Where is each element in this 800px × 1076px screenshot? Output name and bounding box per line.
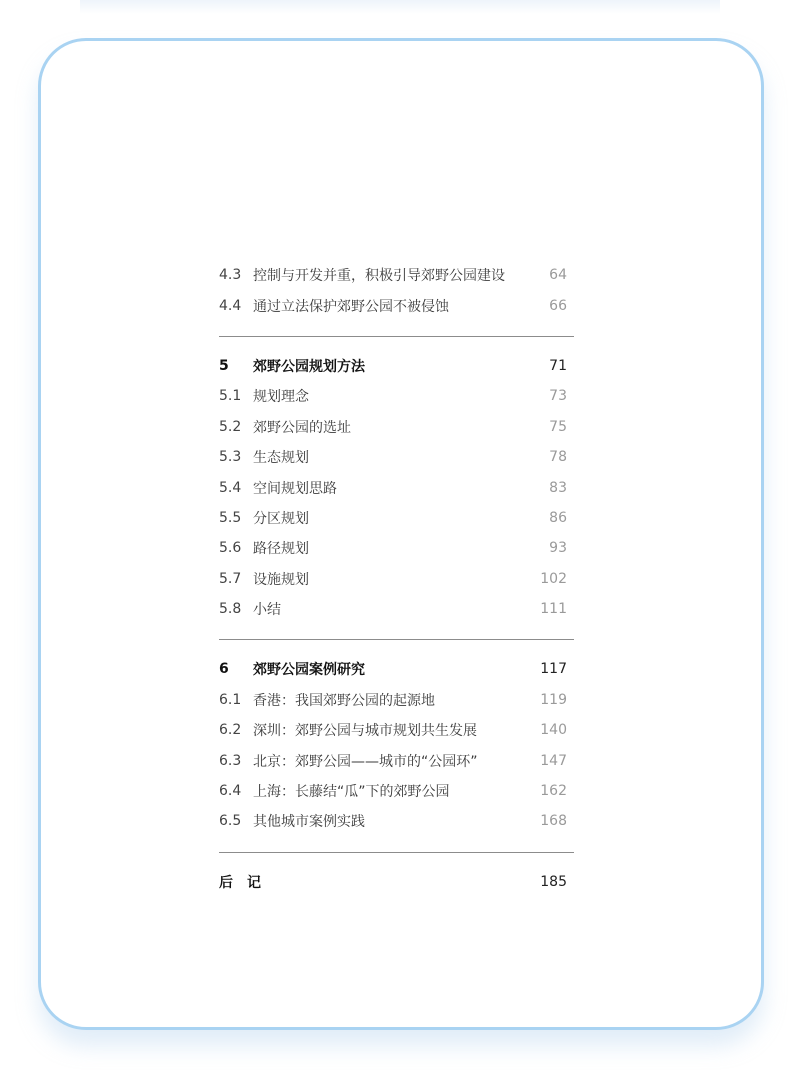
toc-chapter-6[interactable] xyxy=(219,654,574,684)
entry-title: 其他城市案例实践 xyxy=(253,814,365,831)
toc-entry-5-1[interactable] xyxy=(219,381,574,411)
entry-number: 6.5 xyxy=(219,813,242,830)
entry-title: 设施规划 xyxy=(253,571,309,588)
entry-page: 75 xyxy=(549,418,567,435)
chapter-number: 5 xyxy=(219,357,229,374)
chapter-page: 71 xyxy=(549,357,567,374)
entry-title: 规划理念 xyxy=(253,389,309,406)
chapter-page: 117 xyxy=(540,661,567,678)
entry-number: 4.4 xyxy=(219,297,242,314)
entry-number: 4.3 xyxy=(219,267,242,284)
entry-page: 140 xyxy=(540,722,567,739)
entry-title: 郊野公园的选址 xyxy=(253,419,351,436)
toc-entry-5-3[interactable] xyxy=(219,442,574,472)
epilogue-page: 185 xyxy=(540,873,567,890)
toc-entry-6-4[interactable] xyxy=(219,776,574,806)
top-shadow xyxy=(80,0,720,14)
epilogue-title: 后记 xyxy=(219,874,275,891)
toc-entry-5-7[interactable] xyxy=(219,564,574,594)
entry-page: 66 xyxy=(549,297,567,314)
entry-number: 5.3 xyxy=(219,449,242,466)
entry-number: 6.2 xyxy=(219,722,242,739)
table-of-contents xyxy=(219,260,574,897)
entry-page: 168 xyxy=(540,813,567,830)
entry-title: 北京：郊野公园——城市的“公园环” xyxy=(253,753,478,770)
toc-entry-4-3[interactable] xyxy=(219,260,574,290)
toc-entry-6-3[interactable] xyxy=(219,745,574,775)
toc-entry-4-4[interactable] xyxy=(219,290,574,320)
entry-number: 5.1 xyxy=(219,388,242,405)
entry-page: 73 xyxy=(549,388,567,405)
entry-number: 6.1 xyxy=(219,691,242,708)
entry-page: 78 xyxy=(549,449,567,466)
entry-title: 分区规划 xyxy=(253,510,309,527)
entry-title: 控制与开发并重，积极引导郊野公园建设 xyxy=(253,268,505,285)
toc-entry-5-5[interactable] xyxy=(219,503,574,533)
entry-number: 6.4 xyxy=(219,783,242,800)
entry-number: 5.5 xyxy=(219,509,242,526)
entry-page: 119 xyxy=(540,691,567,708)
toc-entry-6-2[interactable] xyxy=(219,715,574,745)
entry-number: 5.7 xyxy=(219,570,242,587)
entry-number: 5.2 xyxy=(219,418,242,435)
chapter-number: 6 xyxy=(219,661,229,678)
chapter-title: 郊野公园规划方法 xyxy=(253,358,365,375)
toc-entry-5-4[interactable] xyxy=(219,472,574,502)
entry-page: 64 xyxy=(549,267,567,284)
toc-entry-6-5[interactable] xyxy=(219,806,574,836)
entry-page: 86 xyxy=(549,509,567,526)
entry-page: 111 xyxy=(540,601,567,618)
entry-title: 空间规划思路 xyxy=(253,480,337,497)
entry-title: 上海：长藤结“瓜”下的郊野公园 xyxy=(253,784,450,801)
chapter-title: 郊野公园案例研究 xyxy=(253,662,365,679)
entry-title: 香港：我国郊野公园的起源地 xyxy=(253,692,435,709)
entry-number: 5.8 xyxy=(219,601,242,618)
toc-entry-5-6[interactable] xyxy=(219,533,574,563)
toc-entry-5-2[interactable] xyxy=(219,412,574,442)
entry-title: 路径规划 xyxy=(253,541,309,558)
toc-epilogue[interactable] xyxy=(219,867,574,897)
toc-chapter-5[interactable] xyxy=(219,351,574,381)
entry-page: 83 xyxy=(549,479,567,496)
entry-page: 102 xyxy=(540,570,567,587)
entry-title: 通过立法保护郊野公园不被侵蚀 xyxy=(253,298,449,315)
entry-page: 93 xyxy=(549,540,567,557)
entry-page: 147 xyxy=(540,752,567,769)
entry-number: 5.6 xyxy=(219,540,242,557)
toc-entry-6-1[interactable] xyxy=(219,685,574,715)
toc-entry-5-8[interactable] xyxy=(219,594,574,624)
entry-number: 5.4 xyxy=(219,479,242,496)
entry-title: 小结 xyxy=(253,602,281,619)
entry-number: 6.3 xyxy=(219,752,242,769)
entry-page: 162 xyxy=(540,783,567,800)
entry-title: 生态规划 xyxy=(253,450,309,467)
entry-title: 深圳：郊野公园与城市规划共生发展 xyxy=(253,723,477,740)
